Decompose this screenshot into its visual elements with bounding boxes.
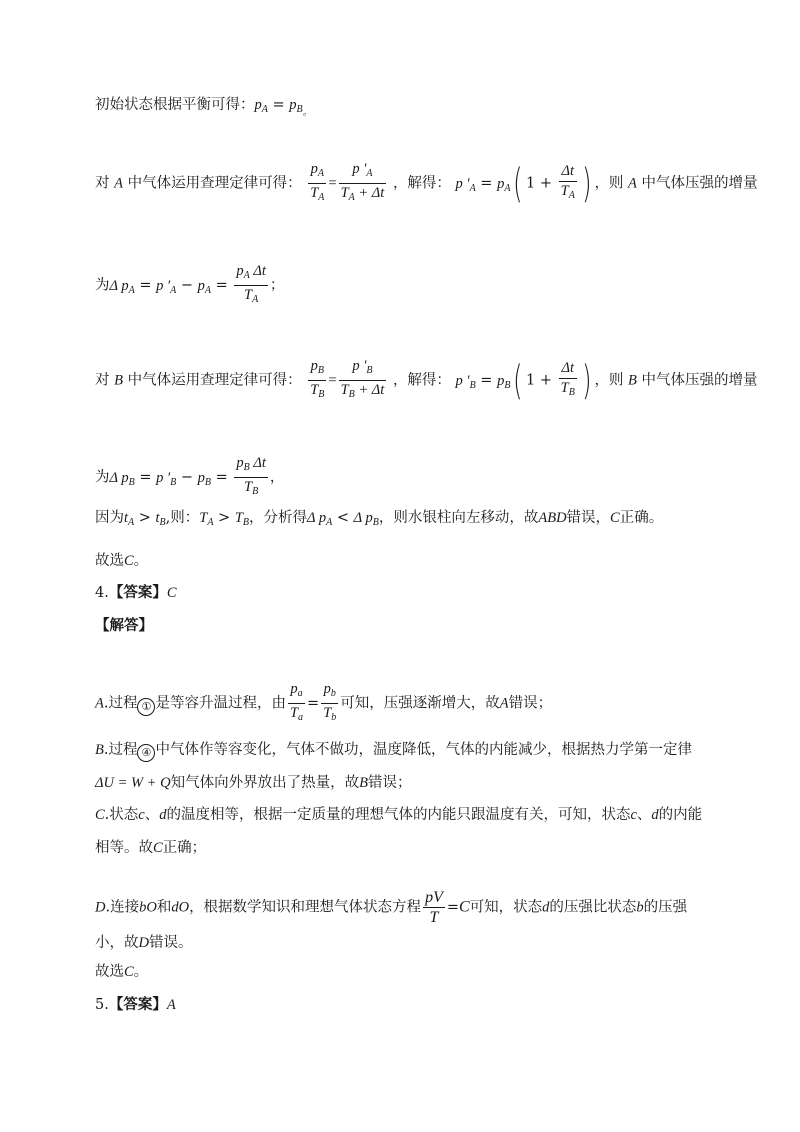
text: 错误。: [148, 935, 193, 951]
text: 的内能: [658, 807, 703, 823]
text: ，解得：: [392, 175, 451, 192]
fraction-p'A: $\frac{p '_A}{T_A + \Delta t}$: [340, 161, 385, 203]
question-number: 4.: [95, 585, 109, 601]
text: 小，故: [95, 935, 139, 951]
text: 中气体压强的增量: [641, 372, 758, 389]
text: 。: [133, 964, 149, 980]
first-law-equation: ΔU = W + Q: [95, 775, 171, 791]
var-c: c: [138, 807, 145, 823]
circled-four: ④: [137, 744, 155, 762]
line-choose-C-2: [95, 962, 148, 982]
text: 相等。故: [95, 840, 153, 856]
text: 正确；: [162, 840, 207, 856]
text: 【解答】: [95, 618, 153, 634]
fraction-dt-TB: $\frac{\Delta t}{T_B}$: [560, 360, 575, 398]
text: ，根据数学知识和理想气体状态方程: [189, 899, 422, 916]
text: 错误，: [566, 510, 611, 526]
text: 知气体向外界放出了热量，故: [170, 775, 360, 791]
fraction-pV-T: $\frac{pV}{T}$: [425, 889, 443, 926]
text: 则：: [170, 510, 200, 526]
option-D-explanation-2: [95, 933, 192, 953]
answer-value: A: [166, 997, 176, 1013]
q5-answer: [95, 995, 176, 1015]
fraction-pB-TB: $\frac{p_B}{T_B}$: [310, 358, 325, 400]
fraction-p'B: $\frac{p '_B}{T_B + \Delta t}$: [340, 358, 385, 400]
var-A: A: [114, 175, 123, 192]
text: 错误；: [508, 695, 553, 712]
text: ，则: [594, 372, 624, 389]
text: 。: [133, 553, 149, 569]
fraction-pA-TA: $\frac{p_A}{T_A}$: [310, 161, 325, 203]
var-b: b: [636, 899, 644, 916]
fraction-dt-TA: $\frac{\Delta t}{T_A}$: [560, 163, 575, 201]
option-C-explanation-2: [95, 838, 206, 858]
answer-tag: 【答案】: [108, 585, 167, 601]
option-C: C: [124, 553, 134, 569]
text: 故选: [95, 964, 124, 980]
circled-one: ①: [137, 698, 155, 716]
option-B-explanation-1: B.过程 ④ 中气体作等容变化，气体不做功，温度降低，气体的内能减少，根据热力学第一定律: [95, 740, 692, 762]
text: ，则: [594, 175, 624, 192]
fraction-pb-Tb: $\frac{p_b}{T_b}$: [323, 681, 337, 723]
text: 故选: [95, 553, 124, 569]
text: 错误；: [367, 775, 412, 791]
option-C: C: [124, 964, 134, 980]
text: ，: [269, 469, 285, 486]
text: ；: [269, 277, 285, 294]
text: 和: [156, 899, 172, 916]
line-charles-law-B: 对 B 中气体运用查理定律可得： $\frac{p_B}{T_B}$ = $\frac{p '_B}{T_B + \Delta t}$ ，解得： p $'_B = p_B$( 1 + $\frac{\Delta t}{T_B}$ ) ，则 B 中气体压强的增量: [95, 357, 758, 404]
text: 中气体运用查理定律可得：: [127, 372, 302, 389]
option-ABD: ABD: [538, 510, 567, 526]
fraction-pa-Ta: $\frac{p_a}{T_a}$: [289, 681, 304, 723]
solution-tag: [95, 616, 153, 636]
text: 对: [95, 372, 110, 389]
var-d: d: [542, 899, 550, 916]
text: 为: [95, 277, 110, 294]
var-A: A: [628, 175, 637, 192]
text: 的压强: [643, 899, 688, 916]
var-B: B: [359, 775, 368, 791]
text: 可知，状态: [469, 899, 543, 916]
option-B-explanation-2: [95, 773, 411, 793]
fraction-pA-dt-TA: $\frac{p_A \Delta t}{T_A}$: [236, 263, 266, 305]
segment-bO: bO: [139, 899, 157, 916]
text: 中气体运用查理定律可得：: [127, 175, 302, 192]
option-C: C: [610, 510, 620, 526]
text: 因为: [95, 510, 124, 526]
text: 是等容升温过程，由: [155, 695, 286, 712]
var-B: B: [628, 372, 637, 389]
line-initial-state: 初始状态根据平衡可得：$p_A = p_{B_。}$: [95, 97, 313, 118]
line-delta-pA: 为Δ $p_A = p$ $'_A - p_A$ = $\frac{p_A \Delta t}{T_A}$ ；: [95, 262, 284, 309]
var-d: d: [159, 807, 167, 823]
option-D-explanation-1: D.连接bO和dO，根据数学知识和理想气体状态方程 $\frac{pV}{T}$ =C可知，状态d的压强比状态b的压强: [95, 889, 688, 926]
text: 中气体作等容变化，气体不做功，温度降低，气体的内能减少，根据热力学第一定律: [155, 742, 692, 758]
text: ，分析得: [249, 510, 308, 526]
segment-dO: dO: [171, 899, 190, 916]
option-A-explanation: A.过程 ① 是等容升温过程，由 $\frac{p_a}{T_a}$ = $\frac{p_b}{T_b}$ 可知，压强逐渐增大，故A错误；: [95, 680, 552, 727]
line-conclusion: 因为$t_A > t_B$,则：$T_A > T_B$，分析得Δ $p_A < \Delta$ $p_B$，则水银柱向左移动，故ABD错误，C正确。: [95, 510, 664, 528]
var-C: C: [153, 840, 163, 856]
text: 的压强比状态: [549, 899, 637, 916]
var-A: A: [499, 695, 509, 712]
question-number: 5.: [95, 997, 109, 1013]
answer-tag: 【答案】: [108, 997, 167, 1013]
text: 的温度相等，根据一定质量的理想气体的内能只跟温度有关，可知，状态: [166, 807, 631, 823]
fraction-pB-dt-TB: $\frac{p_B \Delta t}{T_B}$: [236, 455, 266, 497]
line-delta-pB: 为Δ $p_B = p$ $'_B - p_B$ = $\frac{p_B \Delta t}{T_B}$ ，: [95, 454, 284, 501]
text: ，则水银柱向左移动，故: [378, 510, 539, 526]
line-choose-C: [95, 551, 148, 571]
text: ，解得：: [392, 372, 451, 389]
option-C-explanation-1: C.状态c、d的温度相等，根据一定质量的理想气体的内能只跟温度有关，可知，状态c、d的内能: [95, 807, 703, 823]
var-c: c: [630, 807, 637, 823]
text: 初始状态根据平衡可得：: [95, 97, 255, 113]
var-d: d: [651, 807, 659, 823]
var-C: C: [459, 898, 470, 916]
text: 为: [95, 469, 110, 486]
text: 对: [95, 175, 110, 192]
answer-value: C: [166, 585, 177, 601]
text: 、: [636, 807, 652, 823]
q4-answer: [95, 583, 177, 603]
text: 中气体压强的增量: [641, 175, 758, 192]
text: 可知，压强逐渐增大，故: [340, 695, 500, 712]
var-D: D: [138, 935, 149, 951]
text: 、: [144, 807, 160, 823]
var-B: B: [114, 372, 123, 389]
line-charles-law-A: 对 A 中气体运用查理定律可得： $\frac{p_A}{T_A}$ = $\frac{p '_A}{T_A + \Delta t}$ ，解得： p $'_A = p_A$( 1 + $\frac{\Delta t}{T_A}$ ) ，则 A 中气体压强的增量: [95, 160, 758, 207]
text: 正确。: [619, 510, 664, 526]
